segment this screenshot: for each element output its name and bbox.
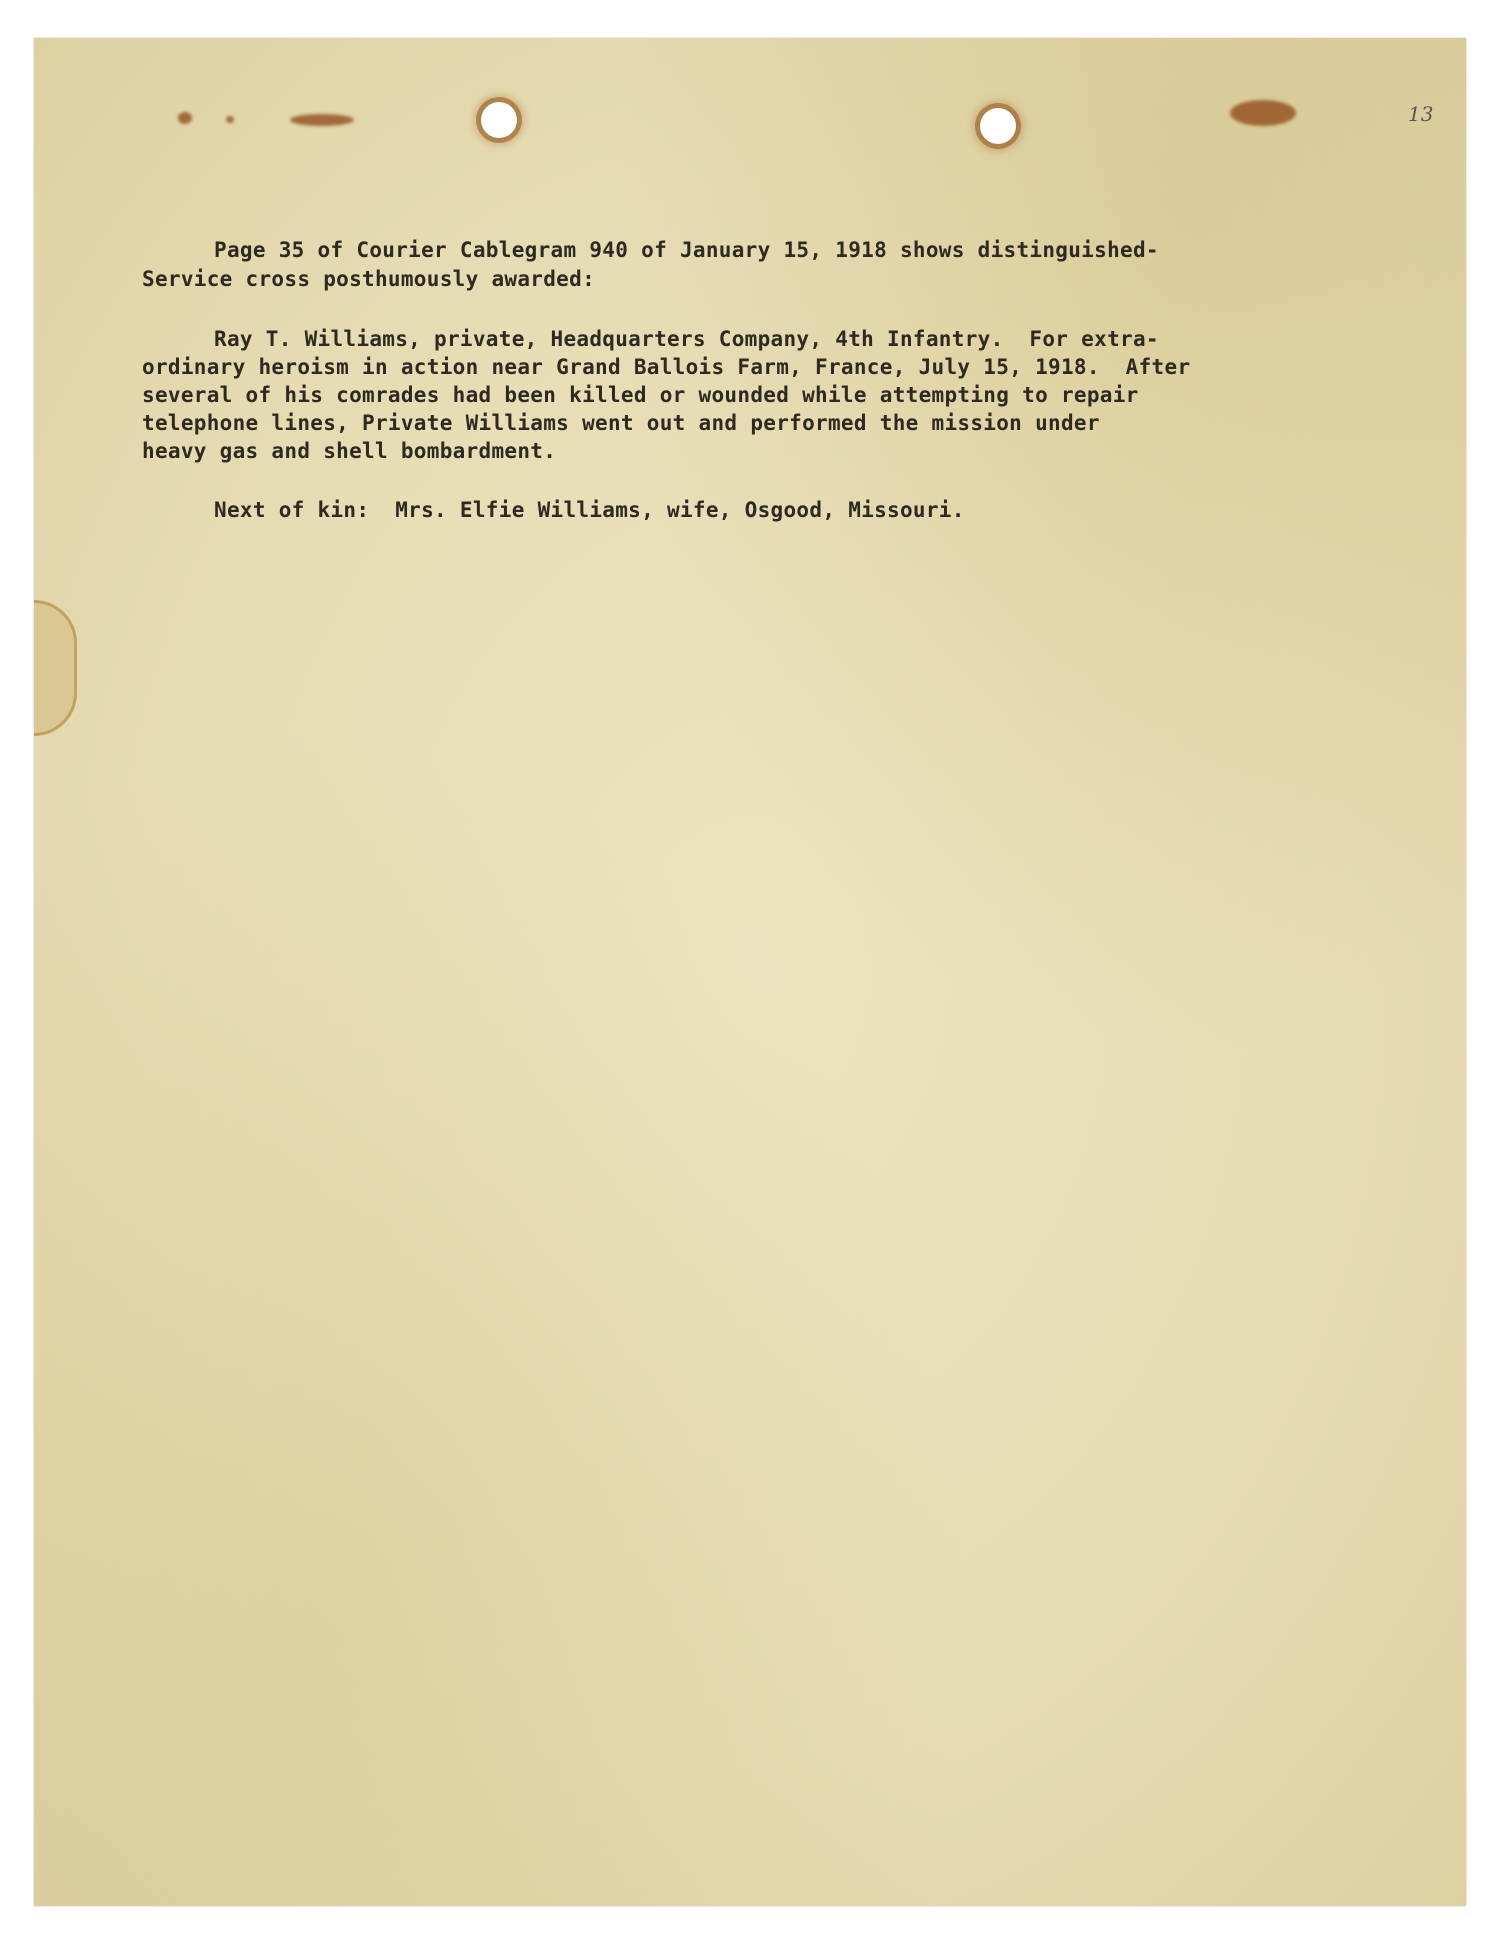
citation-line-1: Ray T. Williams, private, Headquarters Company, 4th Infantry. For extra- (214, 327, 1159, 351)
punch-hole-left (481, 102, 517, 138)
intro-line-2: Service cross posthumously awarded: (142, 267, 596, 291)
rust-spot (290, 114, 354, 126)
citation-line-5: heavy gas and shell bombardment. (142, 439, 557, 463)
document-page (34, 38, 1466, 1906)
rust-spot (178, 112, 192, 124)
rust-spot (1230, 100, 1296, 126)
punch-hole-right (980, 108, 1016, 144)
citation-line-2: ordinary heroism in action near Grand Ballois Farm, France, July 15, 1918. After (142, 355, 1191, 379)
rust-spot (226, 116, 234, 123)
water-stain (34, 600, 77, 736)
intro-line-1: Page 35 of Courier Cablegram 940 of January 15, 1918 shows distinguished- (214, 238, 1159, 262)
citation-line-3: several of his comrades had been killed or wounded while attempting to repair (142, 383, 1139, 407)
citation-line-4: telephone lines, Private Williams went out and performed the mission under (142, 411, 1100, 435)
next-of-kin: Next of kin: Mrs. Elfie Williams, wife, Osgood, Missouri. (214, 498, 965, 522)
page-number: 13 (1408, 102, 1434, 126)
